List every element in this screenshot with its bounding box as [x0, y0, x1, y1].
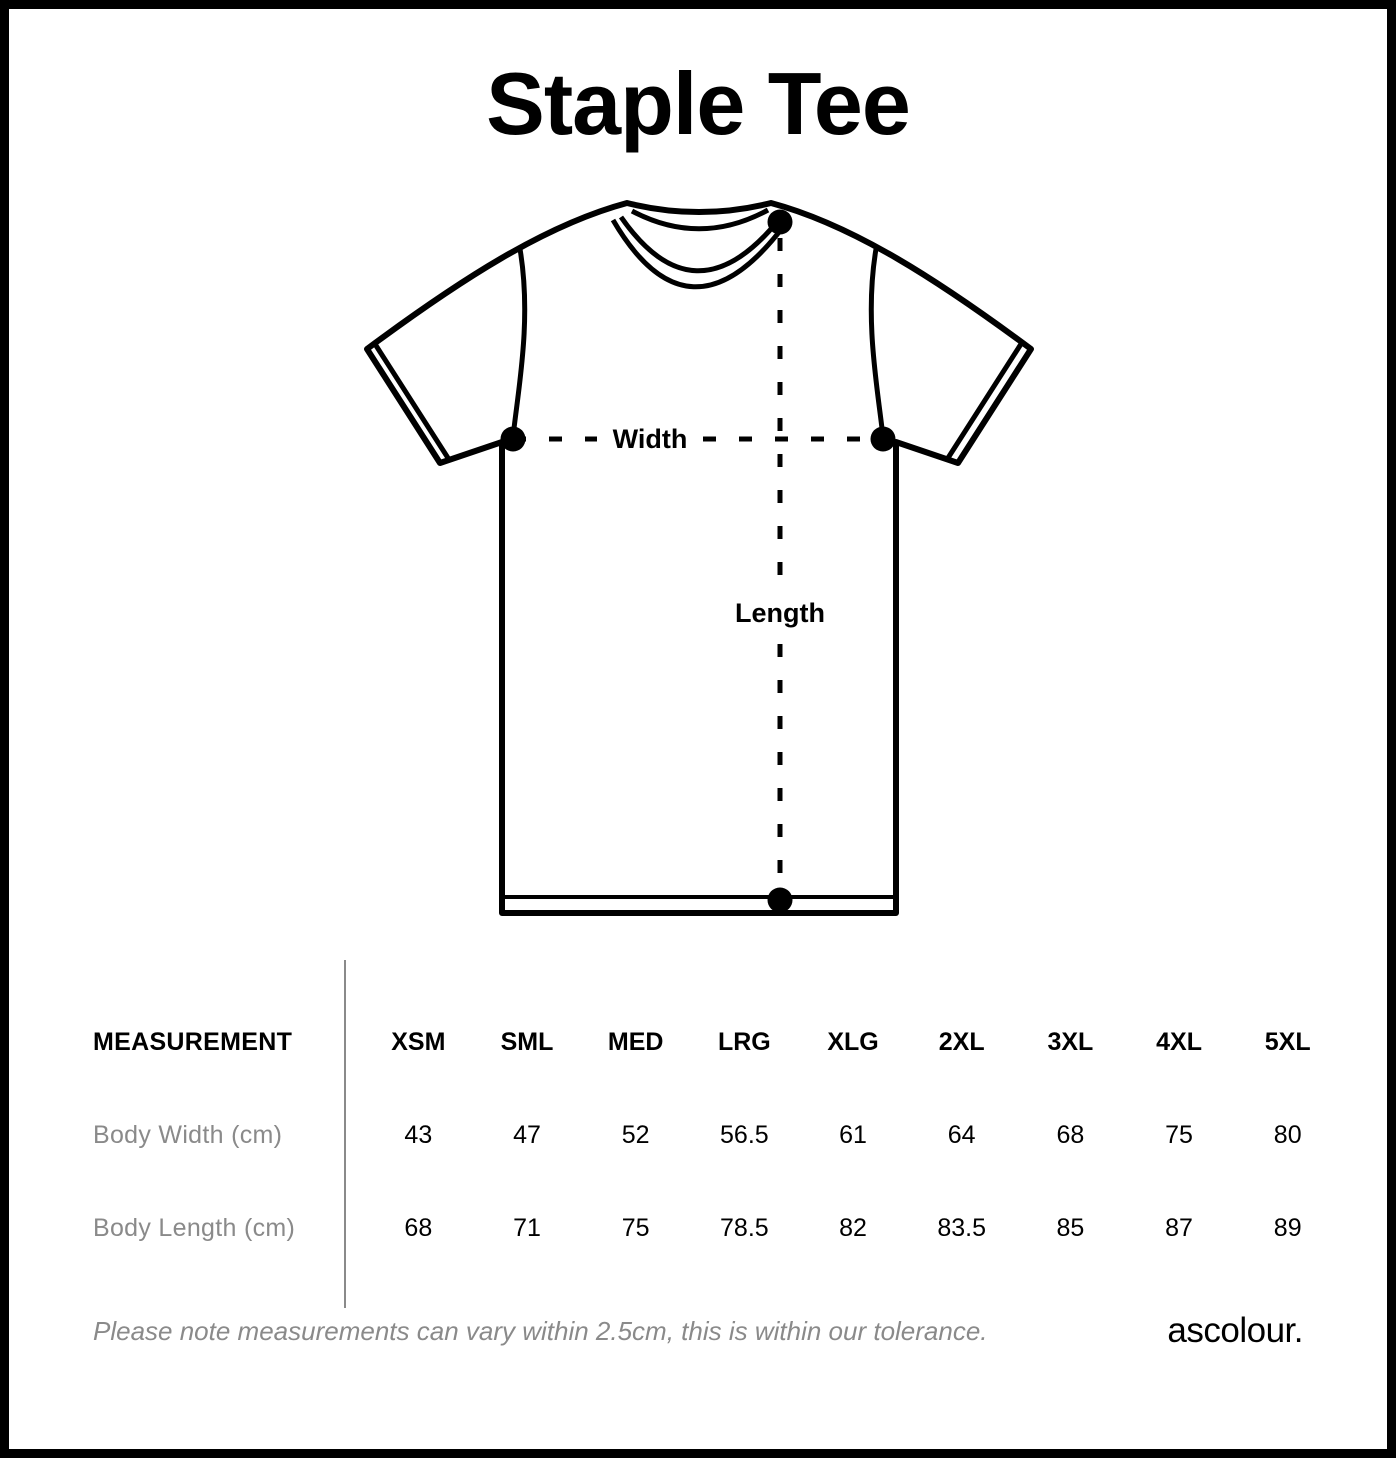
table-cell: 52	[621, 1121, 650, 1149]
size-header-xlg: XLG	[827, 1028, 879, 1056]
size-header-sml: SML	[500, 1028, 554, 1056]
table-cell: 43	[404, 1121, 433, 1149]
table-cell: 75	[1165, 1121, 1193, 1149]
table-cell: 64	[947, 1121, 976, 1149]
table-cell: 68	[1056, 1121, 1085, 1149]
table-cell: 89	[1273, 1214, 1302, 1242]
table-cell: 85	[1056, 1214, 1085, 1242]
table-cell: 82	[839, 1214, 867, 1242]
table-row-body-width	[364, 1120, 1342, 1150]
measurement-column-header: MEASUREMENT	[93, 1028, 293, 1056]
measure-dot-right-armpit	[871, 427, 896, 452]
table-cell: 83.5	[937, 1214, 987, 1242]
table-cell: 47	[513, 1121, 541, 1149]
size-header-2xl: 2XL	[938, 1028, 985, 1056]
table-divider	[344, 960, 346, 1308]
row-label-body-length: Body Length (cm)	[93, 1214, 296, 1242]
table-cell: 87	[1165, 1214, 1193, 1242]
size-header-row	[364, 1027, 1342, 1057]
table-cell: 56.5	[720, 1121, 769, 1149]
width-label: Width	[612, 424, 688, 454]
tshirt-diagram	[340, 190, 1064, 930]
tolerance-note: Please note measurements can vary within 2.5cm, this is within our tolerance.	[93, 1316, 988, 1346]
table-row-body-length	[364, 1213, 1342, 1243]
brand-logo: ascolour.	[1167, 1311, 1303, 1350]
size-header-3xl: 3XL	[1047, 1028, 1094, 1056]
tshirt-outline	[367, 203, 1031, 913]
table-cell: 75	[621, 1214, 650, 1242]
measure-dot-shoulder	[768, 210, 793, 235]
row-label-body-width: Body Width (cm)	[93, 1121, 283, 1149]
size-header-lrg: LRG	[717, 1028, 771, 1056]
size-header-med: MED	[607, 1028, 664, 1056]
table-cell: 80	[1273, 1121, 1302, 1149]
table-cell: 61	[839, 1121, 867, 1149]
size-header-4xl: 4XL	[1156, 1028, 1202, 1056]
measure-dot-left-armpit	[501, 427, 526, 452]
size-header-5xl: 5XL	[1264, 1028, 1311, 1056]
table-cell: 68	[404, 1214, 433, 1242]
page-title: Staple Tee	[486, 54, 910, 153]
table-cell: 78.5	[720, 1214, 769, 1242]
length-label: Length	[735, 598, 825, 628]
measure-dot-hem	[768, 888, 793, 913]
table-cell: 71	[513, 1214, 541, 1242]
size-header-xsm: XSM	[391, 1028, 446, 1056]
